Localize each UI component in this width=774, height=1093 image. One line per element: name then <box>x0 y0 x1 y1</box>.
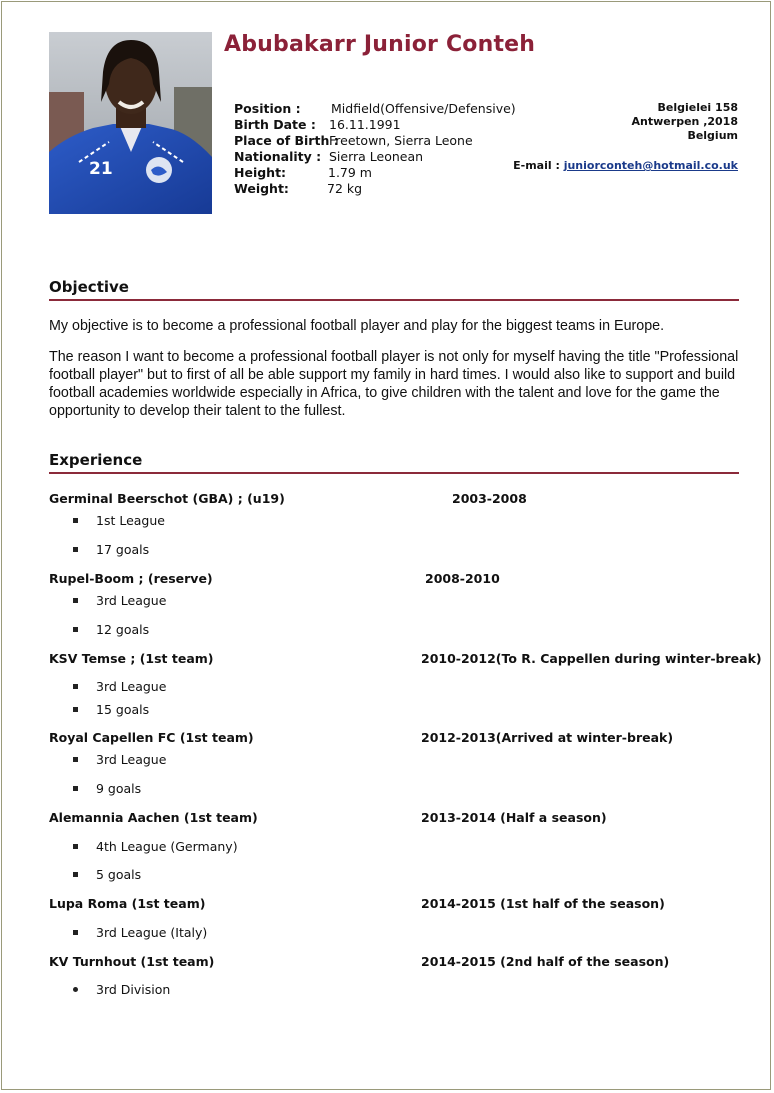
list-item <box>73 925 207 940</box>
bullet-icon <box>73 547 78 552</box>
profile-photo <box>49 32 212 214</box>
detail-label: Position : <box>234 101 301 116</box>
address-country: Belgium <box>687 129 738 142</box>
list-item <box>73 593 166 608</box>
club-name: Alemannia Aachen (1st team) <box>49 810 258 825</box>
list-item <box>73 867 141 882</box>
objective-divider <box>49 299 739 301</box>
detail-value: 72 kg <box>327 181 363 196</box>
detail-value: Freetown, Sierra Leone <box>329 133 473 148</box>
list-item-text: 3rd Division <box>96 982 171 997</box>
email-line <box>513 159 738 172</box>
address-city: Antwerpen ,2018 <box>631 115 738 128</box>
bullet-icon <box>73 598 78 603</box>
bullet-icon <box>73 872 78 877</box>
club-period: 2014-2015 (2nd half of the season) <box>421 954 670 969</box>
email-label: E-mail : <box>513 159 560 172</box>
list-item <box>73 839 238 854</box>
experience-divider <box>49 472 739 474</box>
list-item-text: 4th League (Germany) <box>96 839 238 854</box>
list-item-text: 15 goals <box>96 702 150 717</box>
club-name: KV Turnhout (1st team) <box>49 954 215 969</box>
list-item-text: 3rd League (Italy) <box>96 925 208 940</box>
list-item-text: 9 goals <box>96 781 142 796</box>
list-item <box>73 542 149 557</box>
objective-paragraph-2: The reason I want to become a professional football player is not only for myself having the title "Professional football player" but to first of all be able support my family in hard times. I would also like to support and build football academies worldwide especially in Africa, to give children with the talent and love for the game the opportunity to develop their talent to the fullest. <box>49 349 739 419</box>
bullet-icon <box>73 786 78 791</box>
list-item <box>73 513 165 528</box>
club-period: 2008-2010 <box>425 571 500 586</box>
email-link[interactable]: juniorconteh@hotmail.co.uk <box>563 159 738 172</box>
address-block <box>632 101 738 143</box>
list-item-text: 1st League <box>96 513 165 528</box>
list-item <box>73 752 166 767</box>
club-name: Lupa Roma (1st team) <box>49 896 206 911</box>
detail-label: Height: <box>234 165 287 180</box>
club-period: 2013-2014 (Half a season) <box>421 810 607 825</box>
list-item <box>73 702 149 717</box>
bullet-icon <box>73 707 78 712</box>
list-item <box>73 622 149 637</box>
bullet-icon <box>73 757 78 762</box>
club-period: 2014-2015 (1st half of the season) <box>421 896 665 911</box>
detail-label: Birth Date : <box>234 117 316 132</box>
bullet-icon <box>73 684 78 689</box>
list-item <box>73 679 166 694</box>
club-name: Rupel-Boom ; (reserve) <box>49 571 213 586</box>
list-item-text: 17 goals <box>96 542 150 557</box>
address-street: Belgielei 158 <box>657 101 738 114</box>
detail-value: Sierra Leonean <box>329 149 424 164</box>
list-item <box>73 982 170 997</box>
list-item-text: 5 goals <box>96 867 142 882</box>
bullet-icon <box>73 987 78 992</box>
jersey-number: 21 <box>89 159 113 179</box>
detail-label: Weight: <box>234 181 289 196</box>
bullet-icon <box>73 844 78 849</box>
club-name: Germinal Beerschot (GBA) ; (u19) <box>49 491 285 506</box>
bullet-icon <box>73 930 78 935</box>
list-item-text: 3rd League <box>96 593 167 608</box>
bullet-icon <box>73 518 78 523</box>
experience-heading: Experience <box>49 451 143 469</box>
list-item-text: 12 goals <box>96 622 150 637</box>
detail-label: Nationality : <box>234 149 322 164</box>
list-item-text: 3rd League <box>96 752 167 767</box>
detail-value: 1.79 m <box>328 165 372 180</box>
list-item-text: 3rd League <box>96 679 167 694</box>
club-name: KSV Temse ; (1st team) <box>49 651 214 666</box>
detail-value: Midfield(Offensive/Defensive) <box>331 101 516 116</box>
objective-paragraph-1: My objective is to become a professional football player and play for the biggest teams in Europe. <box>49 318 665 334</box>
club-period: 2012-2013(Arrived at winter-break) <box>421 730 674 745</box>
club-name: Royal Capellen FC (1st team) <box>49 730 254 745</box>
detail-value: 16.11.1991 <box>329 117 401 132</box>
candidate-name: Abubakarr Junior Conteh <box>224 32 536 57</box>
detail-label: Place of Birth : <box>234 133 339 148</box>
list-item <box>73 781 141 796</box>
objective-heading: Objective <box>49 278 129 296</box>
club-period: 2010-2012(To R. Cappellen during winter-break) <box>421 651 762 666</box>
club-period: 2003-2008 <box>452 491 527 506</box>
bullet-icon <box>73 627 78 632</box>
